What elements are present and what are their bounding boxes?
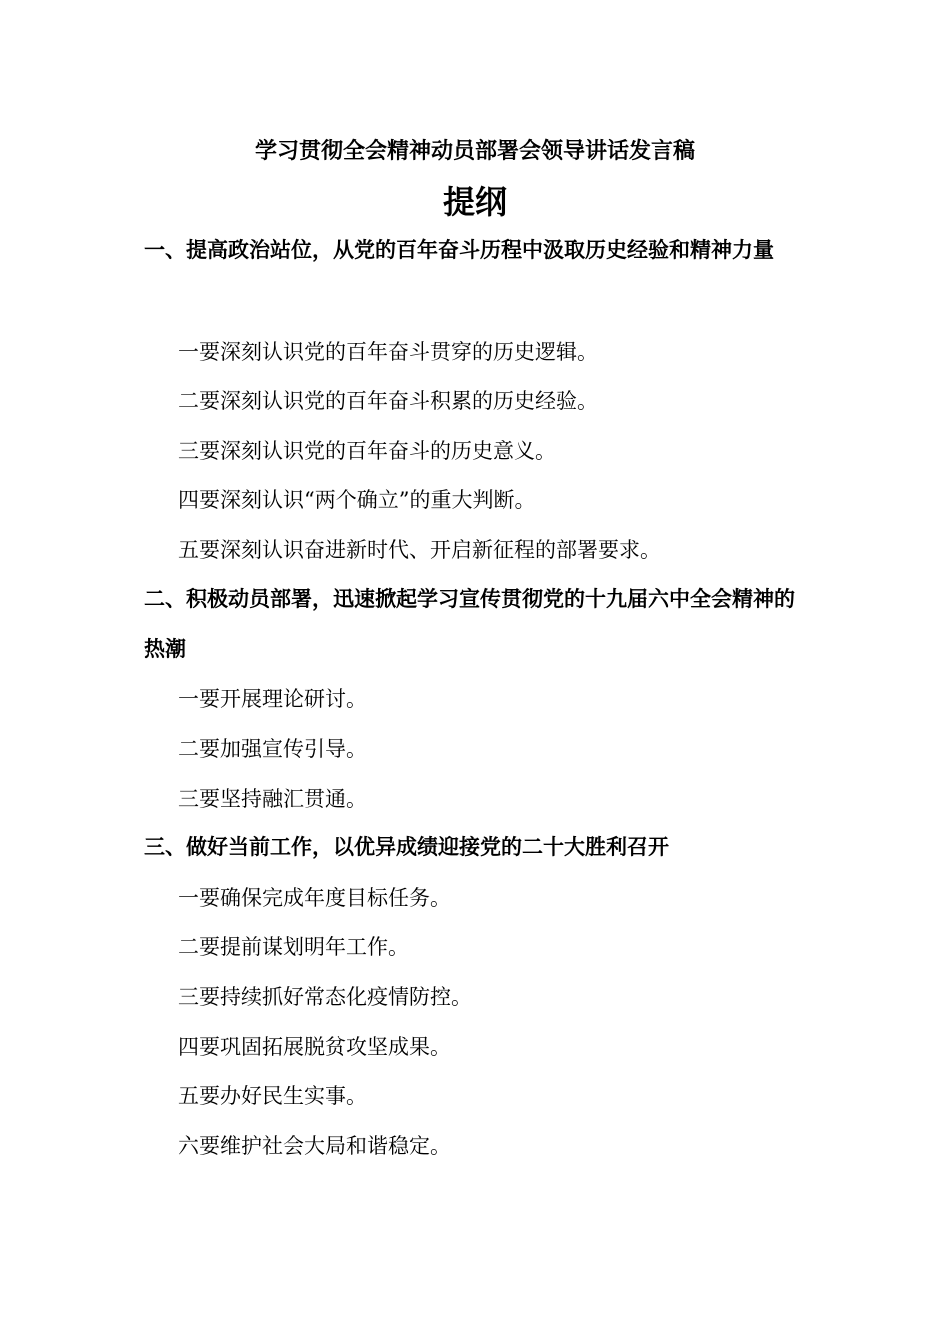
section-1-item-3: 三要深刻认识党的百年奋斗的历史意义。 xyxy=(178,439,556,463)
section-2-item-2: 二要加强宣传引导。 xyxy=(178,737,367,761)
section-heading-1: 一、提高政治站位，从党的百年奋斗历程中汲取历史经验和精神力量 xyxy=(144,238,774,262)
section-3-item-5: 五要办好民生实事。 xyxy=(178,1084,367,1108)
section-1-item-2: 二要深刻认识党的百年奋斗积累的历史经验。 xyxy=(178,389,598,413)
document-title: 学习贯彻全会精神动员部署会领导讲话发言稿 xyxy=(254,139,695,164)
section-2-item-3: 三要坚持融汇贯通。 xyxy=(178,787,367,811)
section-3-item-1: 一要确保完成年度目标任务。 xyxy=(178,886,451,910)
section-1-item-4: 四要深刻认识“两个确立”的重大判断。 xyxy=(178,488,536,512)
section-2-item-1: 一要开展理论研讨。 xyxy=(178,687,367,711)
section-1-item-5: 五要深刻认识奋进新时代、开启新征程的部署要求。 xyxy=(178,538,661,562)
section-heading-3: 三、做好当前工作，以优异成绩迎接党的二十大胜利召开 xyxy=(144,835,669,859)
section-3-item-3: 三要持续抓好常态化疫情防控。 xyxy=(178,985,472,1009)
section-3-item-4: 四要巩固拓展脱贫攻坚成果。 xyxy=(178,1035,451,1059)
section-3-item-6: 六要维护社会大局和谐稳定。 xyxy=(178,1134,451,1158)
section-heading-2: 二、积极动员部署，迅速掀起学习宣传贯彻党的十九届六中全会精神的热潮 xyxy=(144,587,795,661)
section-1-item-1: 一要深刻认识党的百年奋斗贯穿的历史逻辑。 xyxy=(178,340,598,364)
document-subtitle: 提纲 xyxy=(442,183,507,221)
section-3-item-2: 二要提前谋划明年工作。 xyxy=(178,935,409,959)
